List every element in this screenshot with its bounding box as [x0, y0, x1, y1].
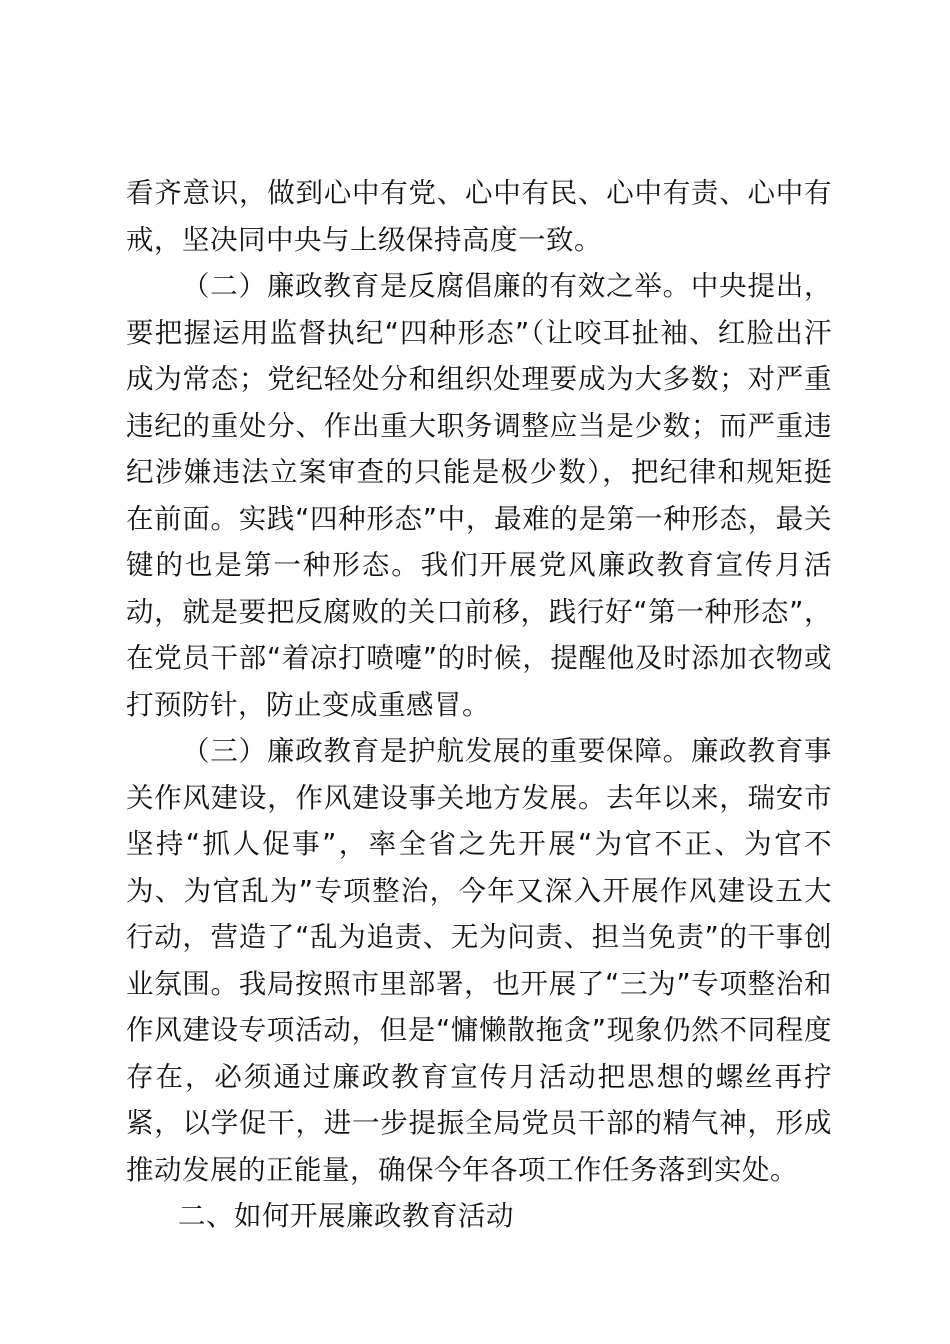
paragraph-section-three: （三）廉政教育是护航发展的重要保障。廉政教育事关作风建设，作风建设事关地方发展。去年以来，瑞安市坚持“抓人促事”，率全省之先开展“为官不正、为官不为、为官乱为”专项整治，今年又深入开展作风建设五大行动，营造了“乱为追责、无为问责、担当免责”的干事创业氛围。我局按照市里部署，也开展了“三为”专项整治和作风建设专项活动，但是“慵懒散拖贪”现象仍然不同程度存在，必须通过廉政教育宣传月活动把思想的螺丝再拧紧，以学促干，进一步提振全局党员干部的精气神，形成推动发展的正能量，确保今年各项工作任务落到实处。: [126, 735, 832, 1186]
paragraph-section-two: （二）廉政教育是反腐倡廉的有效之举。中央提出，要把握运用监督执纪“四种形态”（让咬耳扯袖、红脸出汗成为常态；党纪轻处分和组织处理要成为大多数；对严重违纪的重处分、作出重大职务调整应当是少数；而严重违纪涉嫌违法立案审查的只能是极少数），把纪律和规矩挺在前面。实践“四种形态”中，最难的是第一种形态，最关键的也是第一种形态。我们开展党风廉政教育宣传月活动，就是要把反腐败的关口前移，践行好“第一种形态”，在党员干部“着凉打喷嚏”的时候，提醒他及时添加衣物或打预防针，防止变成重感冒。: [126, 270, 832, 721]
section-heading: 二、如何开展廉政教育活动: [178, 1200, 514, 1232]
document-body: [126, 170, 832, 1240]
paragraph-continuation: 看齐意识，做到心中有党、心中有民、心中有责、心中有戒，坚决同中央与上级保持高度一致。: [126, 177, 832, 256]
